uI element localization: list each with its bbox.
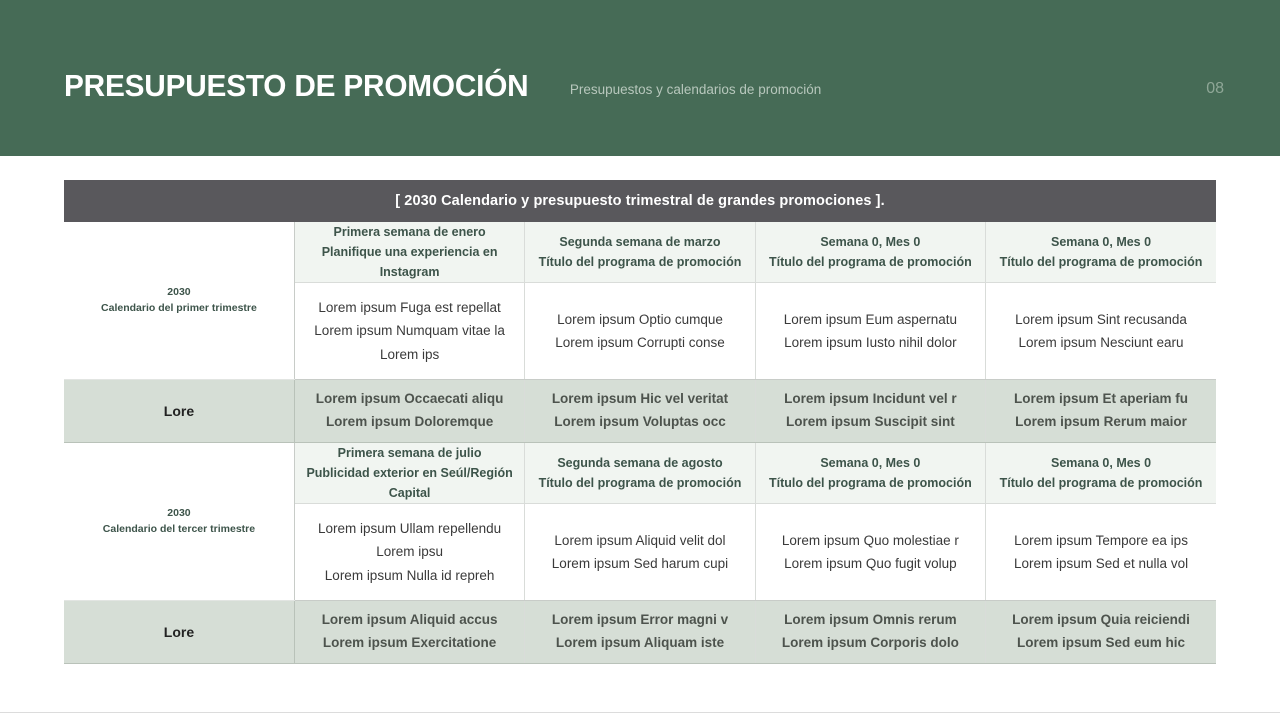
subheader-cell xyxy=(986,443,1216,504)
tint-cell xyxy=(755,601,985,664)
header-content xyxy=(64,70,1224,101)
body-line2: Lorem ipsum Sed harum cupi xyxy=(551,556,729,571)
subheader-cell xyxy=(525,443,755,504)
section-label-year: 2030 xyxy=(167,507,191,520)
slide-bottom-divider xyxy=(0,712,1280,713)
section-label-q1 xyxy=(64,222,294,380)
body-line2: Lorem ipsum Quo fugit volup xyxy=(784,556,957,571)
body-line2: Lorem ipsum Numquam vitae la xyxy=(314,323,505,339)
subheader-line1: Semana 0, Mes 0 xyxy=(820,235,921,249)
tint-cell xyxy=(525,601,755,664)
subheader-cell xyxy=(525,222,755,283)
table-row-highlight xyxy=(64,601,1216,664)
tint-line2: Lorem ipsum Corporis dolo xyxy=(781,635,959,650)
subheader-cell xyxy=(294,222,524,283)
tint-cell xyxy=(986,601,1216,664)
tint-line1: Lorem ipsum Incidunt vel r xyxy=(784,391,957,407)
body-line3: Lorem ipsum Nulla id repreh xyxy=(324,567,495,583)
body-cell xyxy=(294,283,524,380)
subheader-cell xyxy=(986,222,1216,283)
tint-line2: Lorem ipsum Sed eum hic xyxy=(1017,635,1186,650)
page-number: 08 xyxy=(1206,80,1224,97)
subheader-cell xyxy=(294,443,524,504)
tint-line1: Lorem ipsum Quia reiciendi xyxy=(1012,612,1190,628)
page-subtitle: Presupuestos y calendarios de promoción xyxy=(569,82,822,97)
body-line3: Lorem ips xyxy=(379,346,440,362)
table-row xyxy=(64,443,1216,504)
tint-line1: Lorem ipsum Occaecati aliqu xyxy=(315,391,504,407)
body-line1: Lorem ipsum Eum aspernatu xyxy=(783,311,958,327)
subheader-cell xyxy=(755,222,985,283)
subheader-line2: Publicidad exterior en Seúl/Región Capital xyxy=(306,466,513,500)
tint-cell xyxy=(986,380,1216,443)
body-line1: Lorem ipsum Optio cumque xyxy=(557,311,723,327)
subheader-line1: Semana 0, Mes 0 xyxy=(1051,235,1152,249)
table-row xyxy=(64,222,1216,283)
body-cell xyxy=(755,283,985,380)
subheader-line1: Semana 0, Mes 0 xyxy=(820,456,921,470)
tint-line2: Lorem ipsum Rerum maior xyxy=(1015,414,1187,429)
tint-line2: Lorem ipsum Voluptas occ xyxy=(554,414,726,429)
body-line2: Lorem ipsu xyxy=(376,544,443,560)
tint-cell xyxy=(294,380,524,443)
tint-line1: Lorem ipsum Hic vel veritat xyxy=(551,391,729,407)
subheader-line2: Título del programa de promoción xyxy=(999,476,1203,490)
table-caption-row xyxy=(64,180,1216,222)
body-line1: Lorem ipsum Ullam repellendu xyxy=(318,521,502,537)
subheader-line2: Planifique una experiencia en Instagram xyxy=(321,245,498,279)
body-cell xyxy=(986,504,1216,601)
promotion-schedule-table xyxy=(64,180,1216,664)
tint-cell xyxy=(525,380,755,443)
body-line1: Lorem ipsum Quo molestiae r xyxy=(781,532,959,548)
tint-cell xyxy=(294,601,524,664)
tint-cell xyxy=(755,380,985,443)
section-label-year: 2030 xyxy=(167,286,191,299)
slide-header-banner xyxy=(0,0,1280,156)
subheader-line1: Primera semana de julio xyxy=(337,446,482,460)
subheader-line2: Título del programa de promoción xyxy=(538,255,742,269)
body-cell xyxy=(986,283,1216,380)
body-cell xyxy=(525,504,755,601)
subheader-line2: Título del programa de promoción xyxy=(768,255,972,269)
subheader-line1: Segunda semana de marzo xyxy=(559,235,721,249)
tint-line1: Lorem ipsum Aliquid accus xyxy=(321,612,498,628)
body-line1: Lorem ipsum Sint recusanda xyxy=(1015,311,1187,327)
body-line2: Lorem ipsum Nesciunt earu xyxy=(1018,335,1184,350)
tint-line2: Lorem ipsum Aliquam iste xyxy=(555,635,725,650)
tint-line2: Lorem ipsum Doloremque xyxy=(325,414,494,429)
body-cell xyxy=(294,504,524,601)
tint-label-cell: Lore xyxy=(64,601,294,664)
tint-line2: Lorem ipsum Exercitatione xyxy=(322,635,497,650)
schedule-table-wrapper xyxy=(64,180,1216,664)
subheader-cell xyxy=(755,443,985,504)
subheader-line1: Segunda semana de agosto xyxy=(557,456,723,470)
section-label-text: Calendario del primer trimestre xyxy=(101,301,257,314)
body-line2: Lorem ipsum Iusto nihil dolor xyxy=(784,335,957,350)
table-caption: [ 2030 Calendario y presupuesto trimestral de grandes promociones ]. xyxy=(64,180,1216,222)
tint-line1: Lorem ipsum Error magni v xyxy=(551,612,729,628)
subheader-line2: Título del programa de promoción xyxy=(538,476,742,490)
section-label-text: Calendario del tercer trimestre xyxy=(102,522,256,535)
subheader-line2: Título del programa de promoción xyxy=(768,476,972,490)
body-line2: Lorem ipsum Corrupti conse xyxy=(555,335,725,350)
table-row-highlight xyxy=(64,380,1216,443)
body-line1: Lorem ipsum Fuga est repellat xyxy=(318,300,501,316)
subheader-line2: Título del programa de promoción xyxy=(999,255,1203,269)
subheader-line1: Semana 0, Mes 0 xyxy=(1051,456,1152,470)
body-cell xyxy=(755,504,985,601)
page-title: PRESUPUESTO DE PROMOCIÓN xyxy=(64,68,529,103)
body-line1: Lorem ipsum Aliquid velit dol xyxy=(554,532,726,548)
body-line2: Lorem ipsum Sed et nulla vol xyxy=(1013,556,1189,571)
subheader-line1: Primera semana de enero xyxy=(333,225,486,239)
tint-line2: Lorem ipsum Suscipit sint xyxy=(785,414,955,429)
tint-label-cell: Lore xyxy=(64,380,294,443)
body-line1: Lorem ipsum Tempore ea ips xyxy=(1014,532,1188,548)
section-label-q3 xyxy=(64,443,294,601)
body-cell xyxy=(525,283,755,380)
tint-line1: Lorem ipsum Omnis rerum xyxy=(784,612,957,628)
tint-line1: Lorem ipsum Et aperiam fu xyxy=(1014,391,1189,407)
